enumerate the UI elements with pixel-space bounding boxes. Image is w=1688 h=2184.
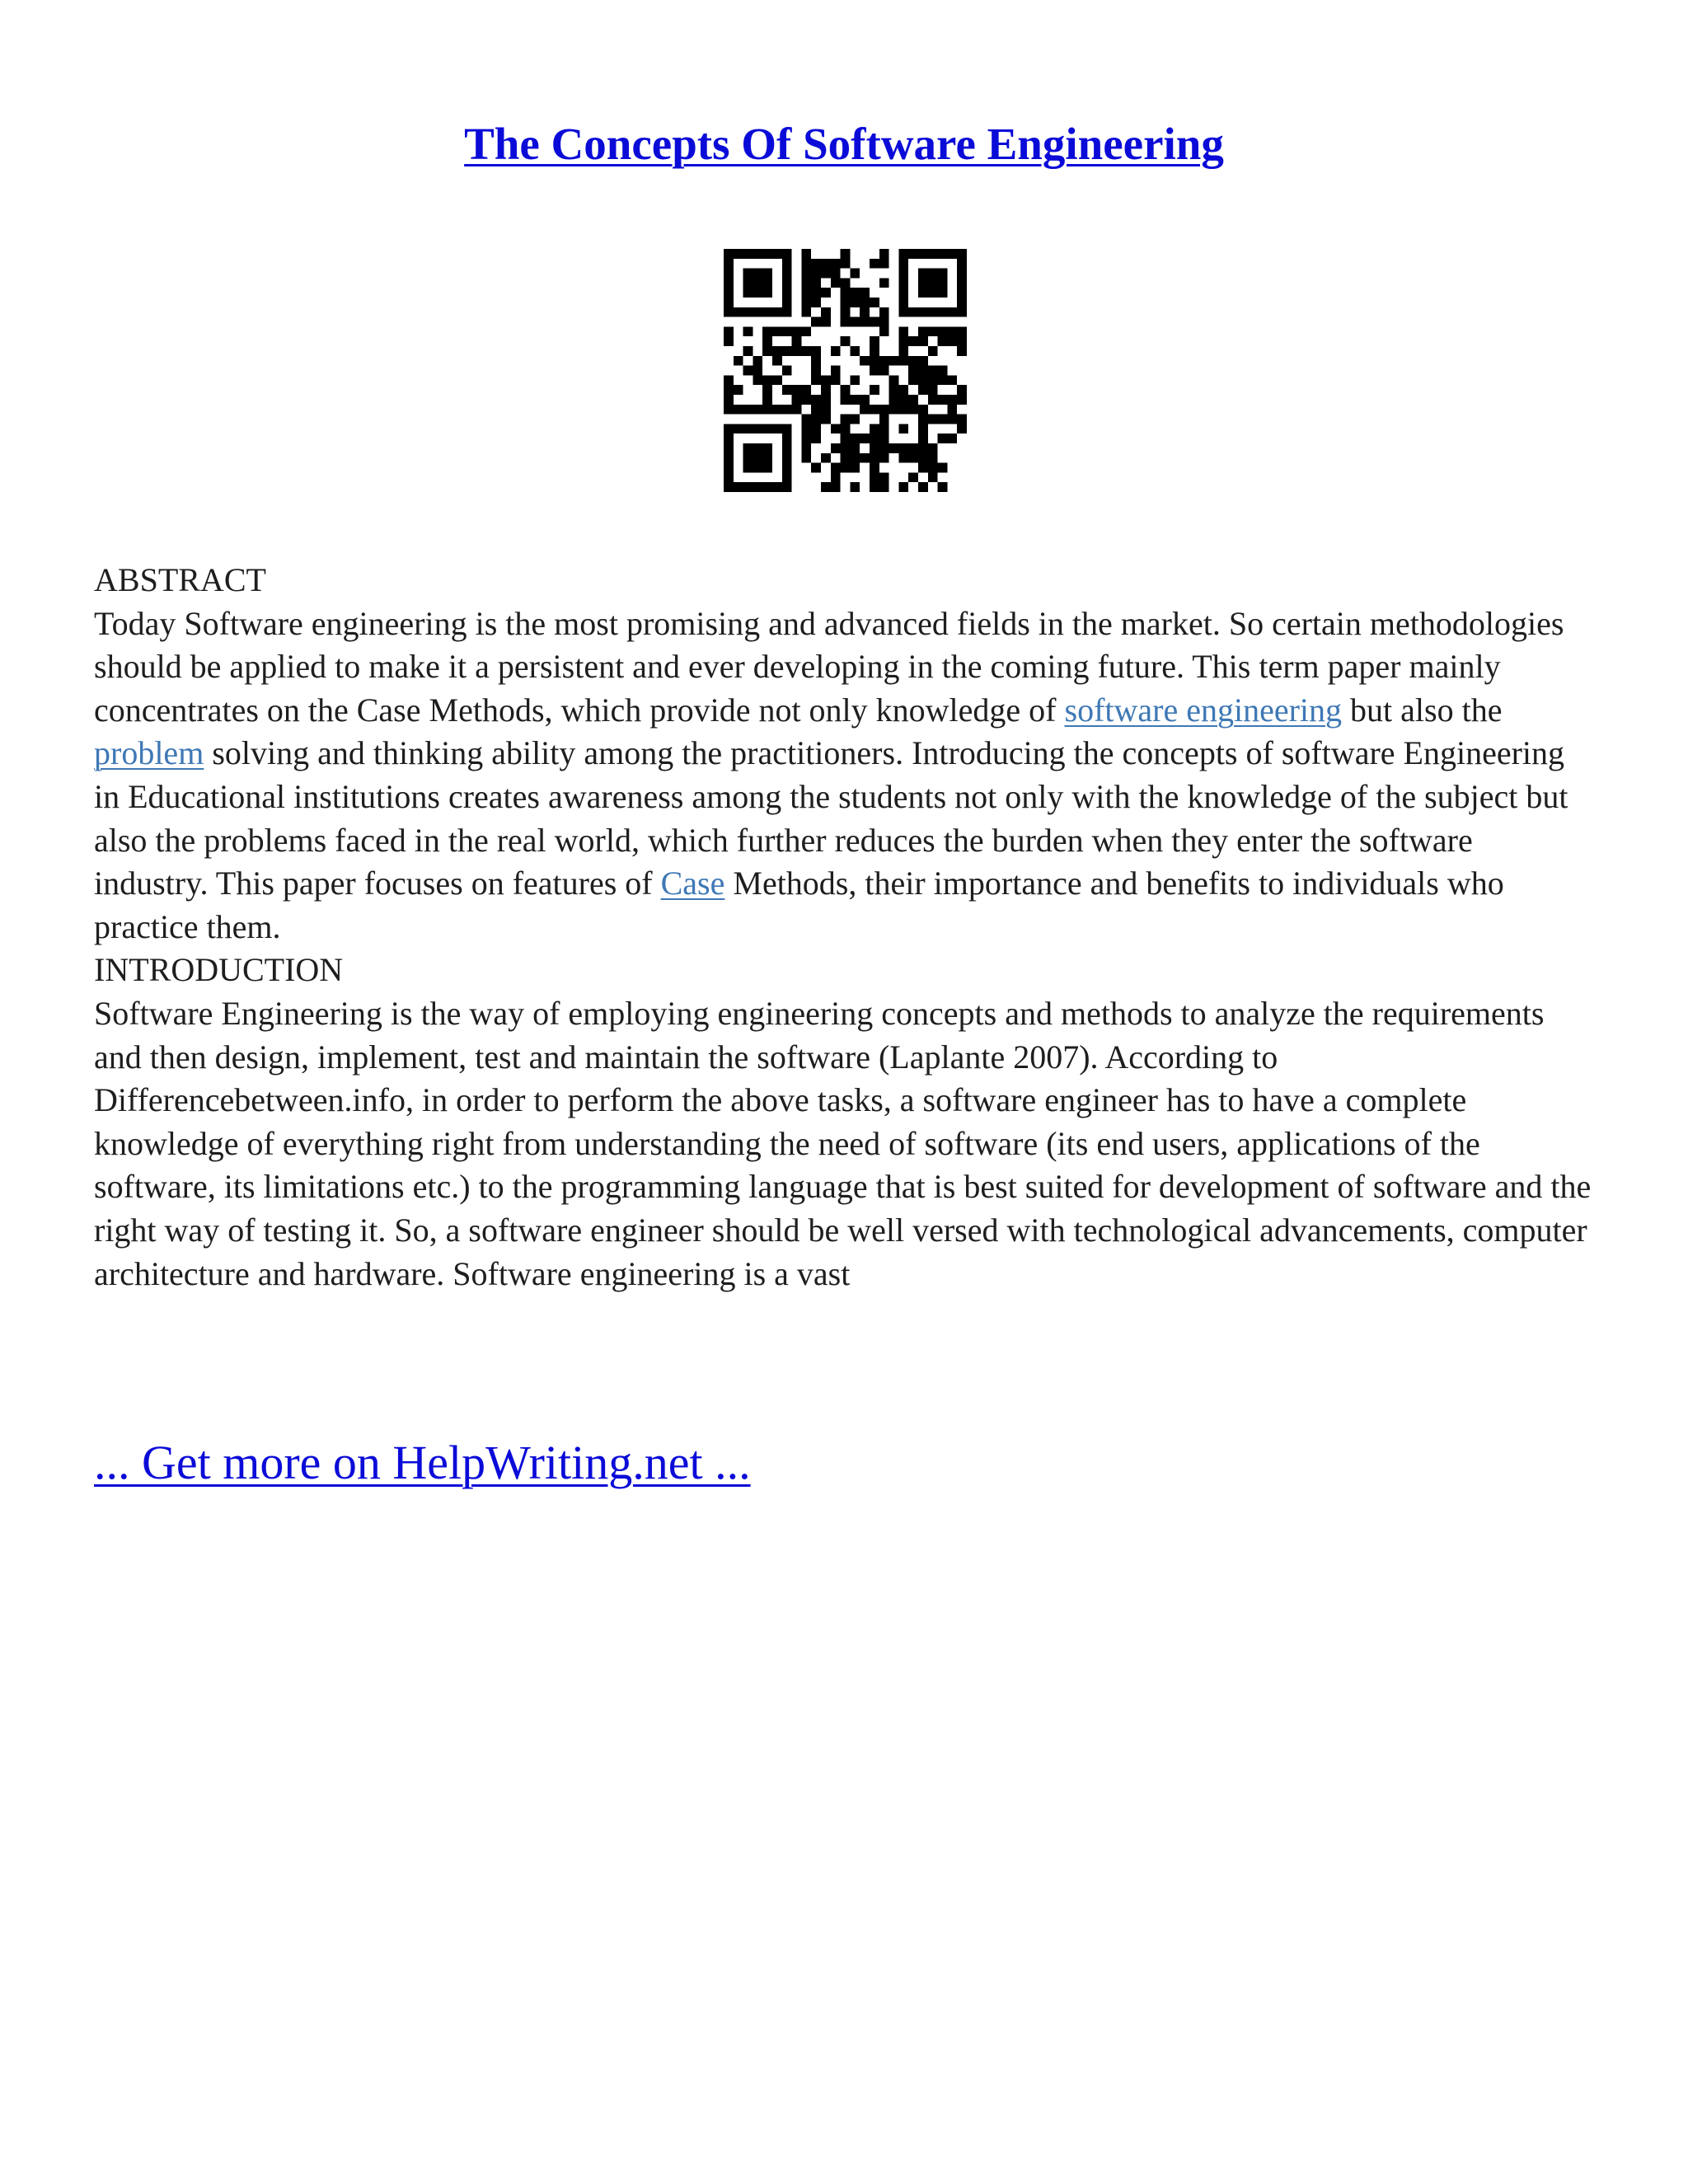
abstract-text-3: solving and thinking ability among the practitioners. Introducing the concepts of software Engineering in Educational institutions creates awareness among the students not only with the knowledge of the subject but also the problems faced in the real world, which further reduces the burden when they enter the software industry. This paper focuses on features of <box>94 734 1568 902</box>
document-body <box>94 559 1594 1296</box>
abstract-text-2: but also the <box>1342 691 1503 729</box>
document-title-link[interactable]: The Concepts Of Software Engineering <box>464 119 1224 169</box>
software-engineering-link[interactable]: software engineering <box>1064 691 1343 729</box>
get-more-link[interactable]: ... Get more on HelpWriting.net ... <box>94 1436 751 1489</box>
introduction-paragraph: Software Engineering is the way of employing engineering concepts and methods to analyze the requirements and then design, implement, test and maintain the software (Laplante 2007). According to Differencebetween.info, in order to perform the above tasks, a software engineer has to have a complete knowledge of everything right from understanding the need of software (its end users, applications of the software, its limitations etc.) to the programming language that is best suited for development of software and the right way of testing it. So, a software engineer should be well versed with technological advancements, computer architecture and hardware. Software engineering is a vast <box>94 994 1592 1292</box>
problem-link[interactable]: problem <box>94 734 204 772</box>
abstract-heading: ABSTRACT <box>94 561 266 598</box>
introduction-heading: INTRODUCTION <box>94 951 344 989</box>
case-link[interactable]: Case <box>660 865 725 902</box>
abstract-paragraph <box>94 602 1594 949</box>
qr-code-icon <box>724 249 967 492</box>
abstract-text-4: Methods, their importance and benefits to individuals who practice them. <box>94 865 1504 945</box>
abstract-text-1: Today Software engineering is the most promising and advanced fields in the market. So certain methodologies should be applied to make it a persistent and ever developing in the coming future. This term paper mainly concentrates on the Case Methods, which provide not only knowledge of <box>94 604 1564 729</box>
